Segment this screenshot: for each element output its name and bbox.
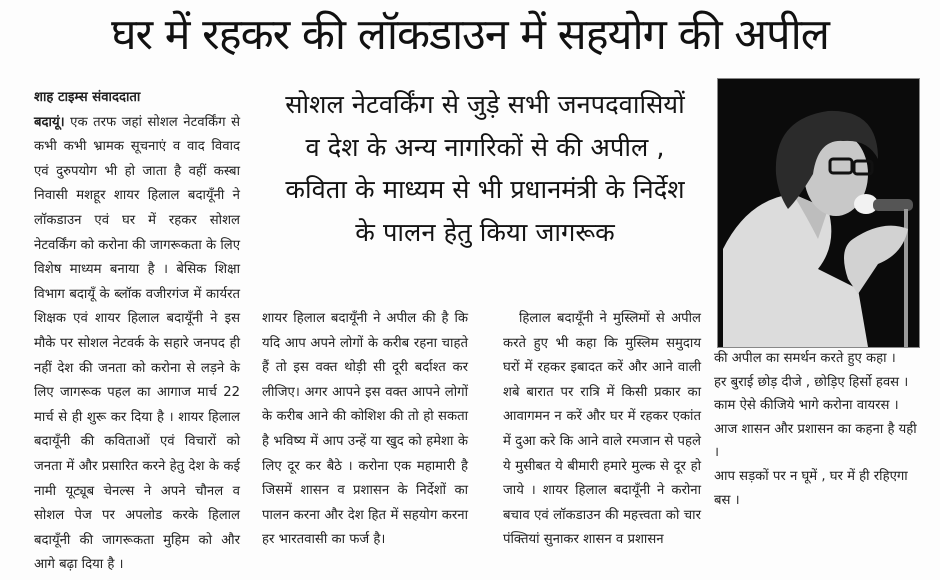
poet-photo-illustration — [718, 79, 919, 347]
poem-line: आप सड़कों पर न घूमें , घर में ही रहिएगा बस । — [714, 468, 908, 508]
poem-line: काम ऐसे कीजिये भागे करोना वायरस । — [714, 398, 899, 414]
dateline: बदायूं। — [34, 114, 65, 130]
article-column-1 — [34, 86, 240, 578]
article-column-2 — [262, 307, 468, 553]
byline: शाह टाइम्स संवाददाता — [34, 90, 141, 105]
subheadline: सोशल नेटवर्किंग से जुड़े सभी जनपदवासियों व देश के अन्य नागरिकों से की अपील , कविता के माध्यम से भी प्रधानमंत्री के निर्देश के पालन हेतु किया जागरूक — [285, 90, 685, 248]
column-1-text: एक तरफ जहां सोशल नेटवर्किंग से कभी कभी भ्रामक सूचनाएं व वाद विवाद एवं दुरुपयोग भी हो जाता है वहीं कस्बा निवासी मशहूर शायर हिलाल बदायूँनी ने लॉकडाउन एवं घर में रहकर सोशल नेटवर्किंग को करोना की जागरूकता के लिए विशेष माध्यम बनाया है । बेसिक शिक्षा विभाग बदायूँ के ब्लॉक वजीरगंज में कार्यरत शिक्षक एवं शायर हिलाल बदायूँनी ने इस मौके पर सोशल नेटवर्क के सहारे जनपद ही नहीं देश की जनता को करोना से लड़ने के लिए जागरूक पहल का आगाज मार्च 22 मार्च से ही शुरू कर दिया है । शायर हिलाल बदायूँनी की कविताओं एवं विचारों को जनता में और प्रसारित करने हेतु देश के कई नामी यूट्यूब चेनल्स ने अपने चौनल व सोशल पेज पर अपलोड करके हिलाल बदायूँनी की जागरूकता मुहिम को और आगे बढ़ा दिया है । — [34, 114, 240, 573]
headline: घर में रहकर की लॉकडाउन में सहयोग की अपील — [111, 10, 829, 60]
column-3-text: हिलाल बदायूँनी ने मुस्लिमों से अपील करते हुए भी कहा कि मुस्लिम समुदाय घरों में रहकर इबादत करें और आने वाली शबे बारात पर रात्रि में किसी प्रकार का आवागमन न करें और घर में रहकर एकांत में दुआ करे कि आने वाले रमजान से पहले ये मुसीबत ये बीमारी हमारे मुल्क से दूर हो जाये । शायर हिलाल बदायूँनी ने करोना बचाव एवं लॉकडाउन की महत्त्वता को चार पंक्तियां सुनाकर शासन व प्रशासन — [503, 311, 701, 548]
article-column-4 — [714, 347, 920, 512]
poem-line: हर बुराई छोड़ दीजे , छोड़िए हिर्सो हवस । — [714, 374, 909, 390]
poem-line: आज शासन और प्रशासन का कहना है यही । — [714, 421, 917, 461]
column-2-text: शायर हिलाल बदायूँनी ने अपील की है कि यदि आप अपने लोगों के करीब रहना चाहते हैं तो इस वक्त थोड़ी सी दूरी बर्दाश्त कर लीजिए। अगर आपने इस वक्त आपने लोगों के करीब आने की कोशिश की तो हो सकता है भविष्य में आप उन्हें या खुद को हमेशा के लिए दूर कर बैठे । करोना एक महामारी है जिसमें शासन व प्रशासन के निर्देशों का पालन करना और देश हित में सहयोग करना हर भारतवासी का फर्ज है। — [262, 311, 468, 548]
column-4-line: की अपील का समर्थन करते हुए कहा । — [714, 351, 896, 366]
article-column-3 — [503, 307, 701, 553]
poet-photo — [717, 78, 920, 348]
article-paragraph-1 — [34, 111, 240, 578]
